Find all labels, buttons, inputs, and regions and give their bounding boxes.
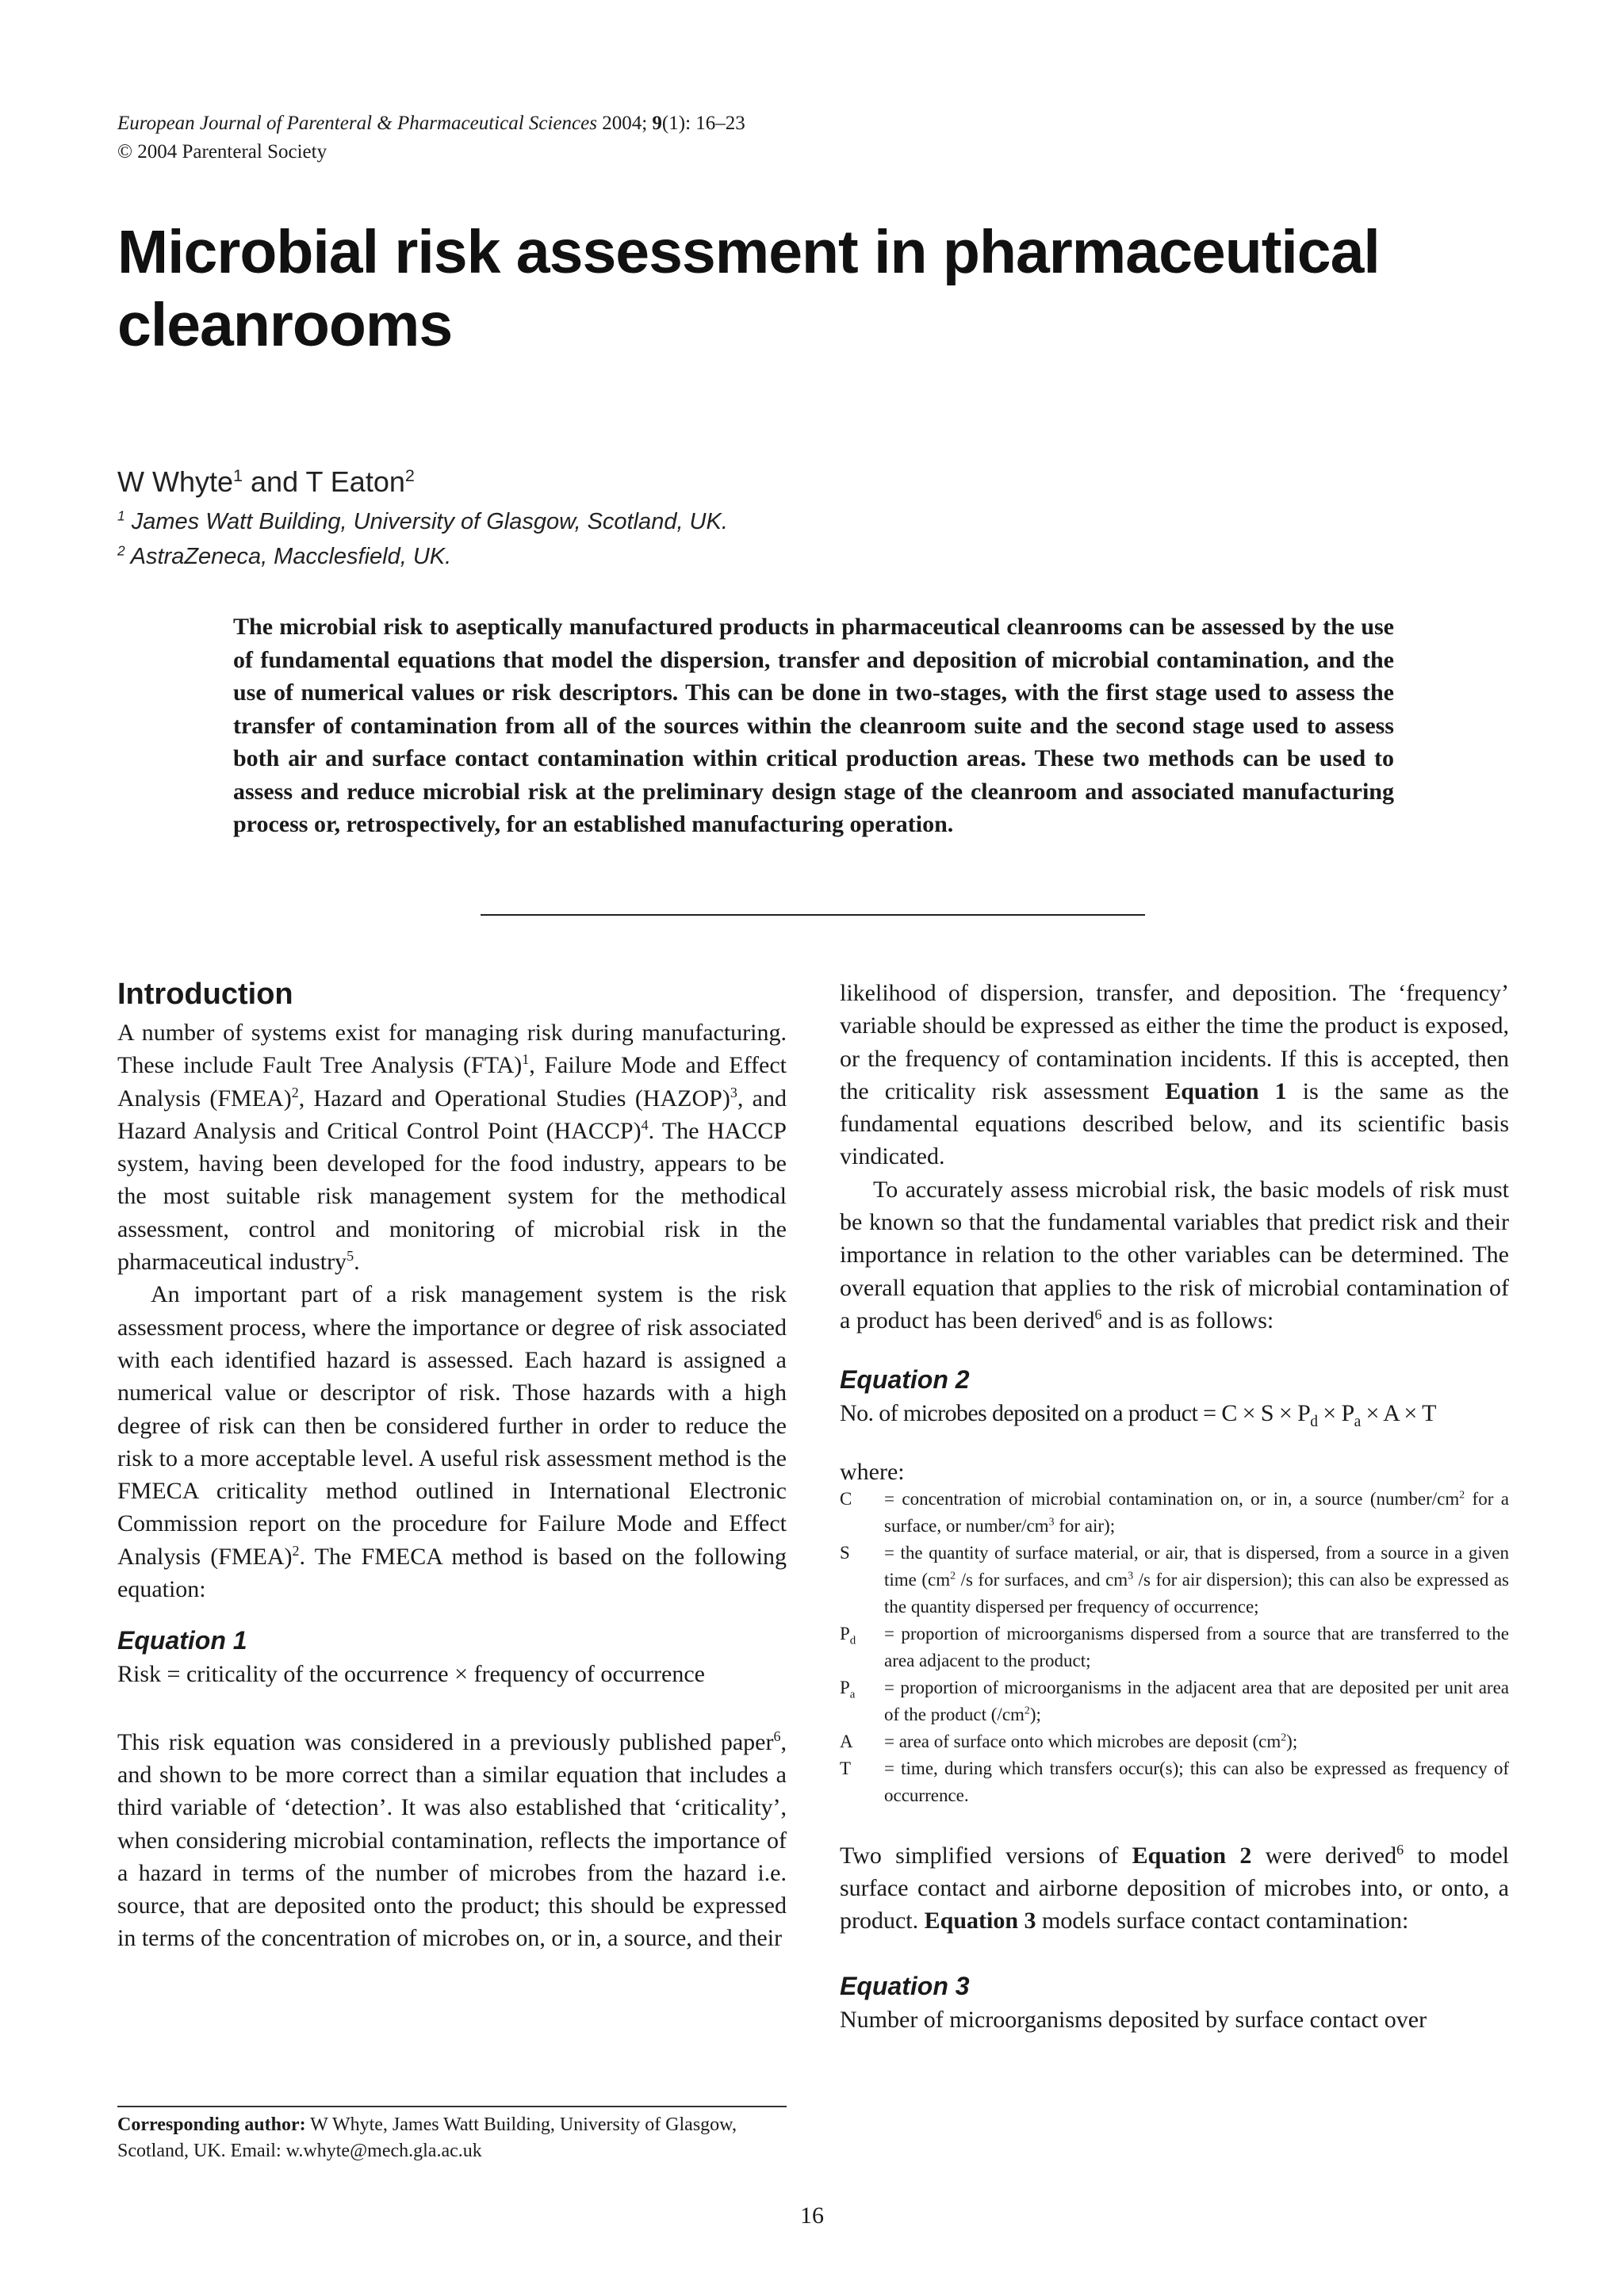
abstract: The microbial risk to aseptically manufactured products in pharmaceutical cleanrooms can be assessed by the use of fundamental equations that model the dispersion, transfer and deposition of microbial contamination, and the use of numerical values or risk descriptors. This can be done in two-stages, with the first stage used to assess the transfer of contamination from all of the sources within the cleanroom suite and the second stage used to assess both air and surface contact contamination within critical production areas. These two methods can be used to assess and reduce microbial risk at the preliminary design stage of the cleanroom and associated manufacturing process or, retrospectively, for an established manufacturing operation. — [233, 614, 1394, 837]
reference-mark: 5 — [347, 1248, 354, 1265]
corresponding-author-note — [117, 2112, 787, 2164]
text-run: . The FMECA method is based on the following equation: — [117, 1543, 787, 1603]
right-paragraph-2 — [840, 1173, 1509, 1337]
text-run: were derived — [1251, 1842, 1397, 1869]
reference-mark: 2 — [291, 1084, 299, 1100]
equation-2 — [840, 1397, 1509, 1429]
text-run: ); — [1029, 1704, 1041, 1724]
superscript: 3 — [1048, 1514, 1055, 1527]
subscript: d — [1310, 1414, 1318, 1431]
text-run: = area of surface onto which microbes are deposit (cm — [884, 1731, 1281, 1751]
variable-definition — [884, 1674, 1509, 1728]
text-run: . The HACCP system, having been developed for the food industry, appears to be the most suitable risk management system for the methodical assessment, control and monitoring of microbial risk in the pharmaceutical industry — [117, 1117, 787, 1276]
intro-paragraph-3 — [117, 1726, 787, 1955]
where-label: where: — [840, 1458, 905, 1485]
subscript: d — [849, 1634, 856, 1647]
title-line-2: cleanrooms — [117, 291, 453, 359]
text-run: P — [840, 1623, 850, 1644]
text-run: P — [840, 1677, 850, 1697]
superscript: 2 — [1459, 1487, 1465, 1500]
text-run: To accurately assess microbial risk, the basic models of risk must be known so that the fundamental variables that predict risk and their importance in relation to the other variables can be determined. The overall equation that applies to the risk of microbial contamination of a product has been derived — [840, 1176, 1509, 1334]
reference-mark: 4 — [641, 1116, 649, 1133]
text-run: , and shown to be more correct than a similar equation that includes a third variable of ‘detection’. It was also established that ‘criticality’, when considering microbial contamination, reflects the importance of a hazard in terms of the number of microbes from the hazard i.e. source, that are deposited onto the product; this should be expressed in terms of the concentration of microbes on, or in, a source, and their — [117, 1728, 787, 1952]
intro-paragraph-2 — [117, 1278, 787, 1605]
variable-symbol: C — [840, 1488, 852, 1509]
equation-1-label: Equation 1 — [117, 1626, 247, 1655]
text-run: models surface contact contamination: — [1036, 1908, 1409, 1934]
author-2-affiliation-mark: 2 — [404, 465, 415, 485]
variable-definition — [884, 1728, 1509, 1755]
text-run: ); — [1286, 1731, 1298, 1751]
text-run: No. of microbes deposited on a product = C × S × P — [840, 1400, 1311, 1427]
text-run: = concentration of microbial contamination on, or in, a source (number/cm — [884, 1488, 1460, 1509]
variable-definition — [884, 1486, 1509, 1540]
variable-pa — [840, 1674, 1509, 1728]
author-1: W Whyte — [117, 465, 234, 498]
author-conjunction: and — [243, 465, 306, 498]
text-run: , Failure Mode and Effect Analysis (FMEA) — [117, 1052, 787, 1112]
equation-3-text: Number of microorganisms deposited by surface contact over — [840, 2007, 1427, 2034]
equation-reference: Equation 2 — [1132, 1842, 1252, 1869]
intro-paragraph-1 — [117, 1016, 787, 1278]
footnote-label: Corresponding author: — [117, 2114, 306, 2135]
section-heading-introduction: Introduction — [117, 978, 293, 1011]
text-run: An important part of a risk management system is the risk assessment process, where the importance or degree of risk associated with each identified hazard is assessed. Each hazard is assigned a numerical value or descriptor of risk. Those hazards with a high degree of risk can then be considered further in order to reduce the risk to a more acceptable level. A useful risk assessment method is the FMECA criticality method outlined in International Electronic Commission report on the procedure for Failure Mode and Effect Analysis (FMEA) — [117, 1281, 787, 1570]
text-run: . — [354, 1249, 360, 1276]
right-paragraph-3 — [840, 1839, 1509, 1938]
journal-name: European Journal of Parenteral & Pharmaceutical Sciences — [117, 113, 597, 134]
equation-reference: Equation 1 — [1165, 1077, 1287, 1104]
text-run: and is as follows: — [1101, 1307, 1274, 1334]
abstract-divider — [481, 914, 1145, 916]
reference-mark: 1 — [522, 1051, 530, 1068]
reference-mark: 6 — [773, 1728, 781, 1744]
text-run: This risk equation was considered in a previously published paper — [117, 1728, 774, 1755]
subscript: a — [849, 1688, 856, 1701]
journal-volume: 9 — [652, 113, 662, 134]
equation-reference: Equation 3 — [924, 1908, 1036, 1934]
variable-definition: = time, during which transfers occur(s); this can also be expressed as frequency of occurrence. — [884, 1758, 1509, 1805]
superscript: 2 — [950, 1568, 956, 1581]
affiliation-1-mark: 1 — [117, 507, 125, 524]
footnote-divider — [117, 2106, 787, 2107]
text-run: for air); — [1054, 1515, 1116, 1536]
article-title — [117, 216, 1545, 362]
variable-a — [840, 1728, 1509, 1755]
author-line — [117, 464, 415, 500]
variable-symbol: T — [840, 1758, 852, 1778]
text-run: = the quantity of surface material, or air, that is dispersed, from a source in a given time (cm — [884, 1542, 1509, 1590]
subscript: a — [1354, 1414, 1361, 1431]
variable-symbol: S — [840, 1542, 850, 1563]
superscript: 2 — [1281, 1730, 1287, 1743]
equation-2-label: Equation 2 — [840, 1365, 970, 1395]
equation-3-label: Equation 3 — [840, 1972, 970, 2001]
page-number: 16 — [800, 2202, 824, 2229]
text-run: /s for air dispersion); this can also be expressed as the quantity dispersed per frequency of occurrence; — [884, 1569, 1509, 1617]
text-run: A number of systems exist for managing risk during manufacturing. These include Fault Tree Analysis (FTA) — [117, 1020, 787, 1079]
author-1-affiliation-mark: 1 — [233, 465, 243, 485]
journal-header — [117, 109, 745, 166]
text-run: × A × T — [1360, 1400, 1436, 1427]
affiliation-2 — [117, 541, 451, 572]
variable-definition: = proportion of microorganisms dispersed from a source that are transferred to the area adjacent to the product; — [884, 1623, 1509, 1670]
affiliation-1-text: James Watt Building, University of Glasgow, Scotland, UK. — [124, 509, 728, 534]
variable-symbol — [840, 1674, 884, 1728]
journal-citation — [117, 109, 745, 138]
text-run: , and Hazard Analysis and Critical Control Point (HACCP) — [117, 1085, 787, 1144]
text-run: for a surface, or number/cm — [884, 1488, 1509, 1536]
journal-issue-pages: (1): 16–23 — [661, 113, 745, 134]
text-run: Two simplified versions of — [840, 1842, 1132, 1869]
author-2: T Eaton — [305, 465, 405, 498]
footnote-text: W Whyte, James Watt Building, University of Glasgow, Scotland, UK. Email: w.whyte@mech.gla.ac.uk — [117, 2114, 737, 2161]
variable-definitions — [840, 1486, 1509, 1809]
text-run: = proportion of microorganisms in the adjacent area that are deposited per unit area of the product (/cm — [884, 1677, 1509, 1724]
journal-year: 2004; — [602, 113, 648, 134]
text-run: likelihood of dispersion, transfer, and deposition. The ‘frequency’ variable should be expressed as either the time the product is exposed, or the frequency of contamination incidents. If this is accepted, then the criticality risk assessment — [840, 980, 1509, 1104]
variable-definition — [884, 1540, 1509, 1621]
variable-symbol: A — [840, 1731, 853, 1751]
reference-mark: 6 — [1396, 1841, 1404, 1858]
right-paragraph-1 — [840, 977, 1509, 1173]
variable-t — [840, 1755, 1509, 1809]
reference-mark: 2 — [292, 1542, 300, 1559]
text-run: to model surface contact and airborne deposition of microbes into, or onto, a product. — [840, 1842, 1510, 1934]
variable-symbol — [840, 1621, 884, 1674]
text-run: is the same as the fundamental equations described below, and its scientific basis vindicated. — [840, 1077, 1509, 1170]
reference-mark: 3 — [730, 1084, 737, 1100]
journal-copyright: © 2004 Parenteral Society — [117, 141, 327, 163]
text-run: , Hazard and Operational Studies (HAZOP) — [298, 1085, 730, 1112]
right-column — [840, 977, 1509, 2037]
left-column — [117, 972, 787, 1955]
affiliation-2-mark: 2 — [117, 542, 125, 559]
text-run: /s for surfaces, and cm — [956, 1569, 1128, 1590]
affiliation-2-text: AstraZeneca, Macclesfield, UK. — [124, 544, 452, 569]
variable-s — [840, 1540, 1509, 1621]
reference-mark: 6 — [1094, 1306, 1102, 1322]
superscript: 3 — [1128, 1568, 1134, 1581]
variable-pd — [840, 1621, 1509, 1674]
equation-1: Risk = criticality of the occurrence × frequency of occurrence — [117, 1661, 705, 1688]
affiliation-1 — [117, 506, 728, 538]
superscript: 2 — [1024, 1703, 1030, 1716]
text-run: × P — [1317, 1400, 1354, 1427]
variable-c — [840, 1486, 1509, 1540]
title-line-1: Microbial risk assessment in pharmaceutical — [117, 218, 1380, 286]
